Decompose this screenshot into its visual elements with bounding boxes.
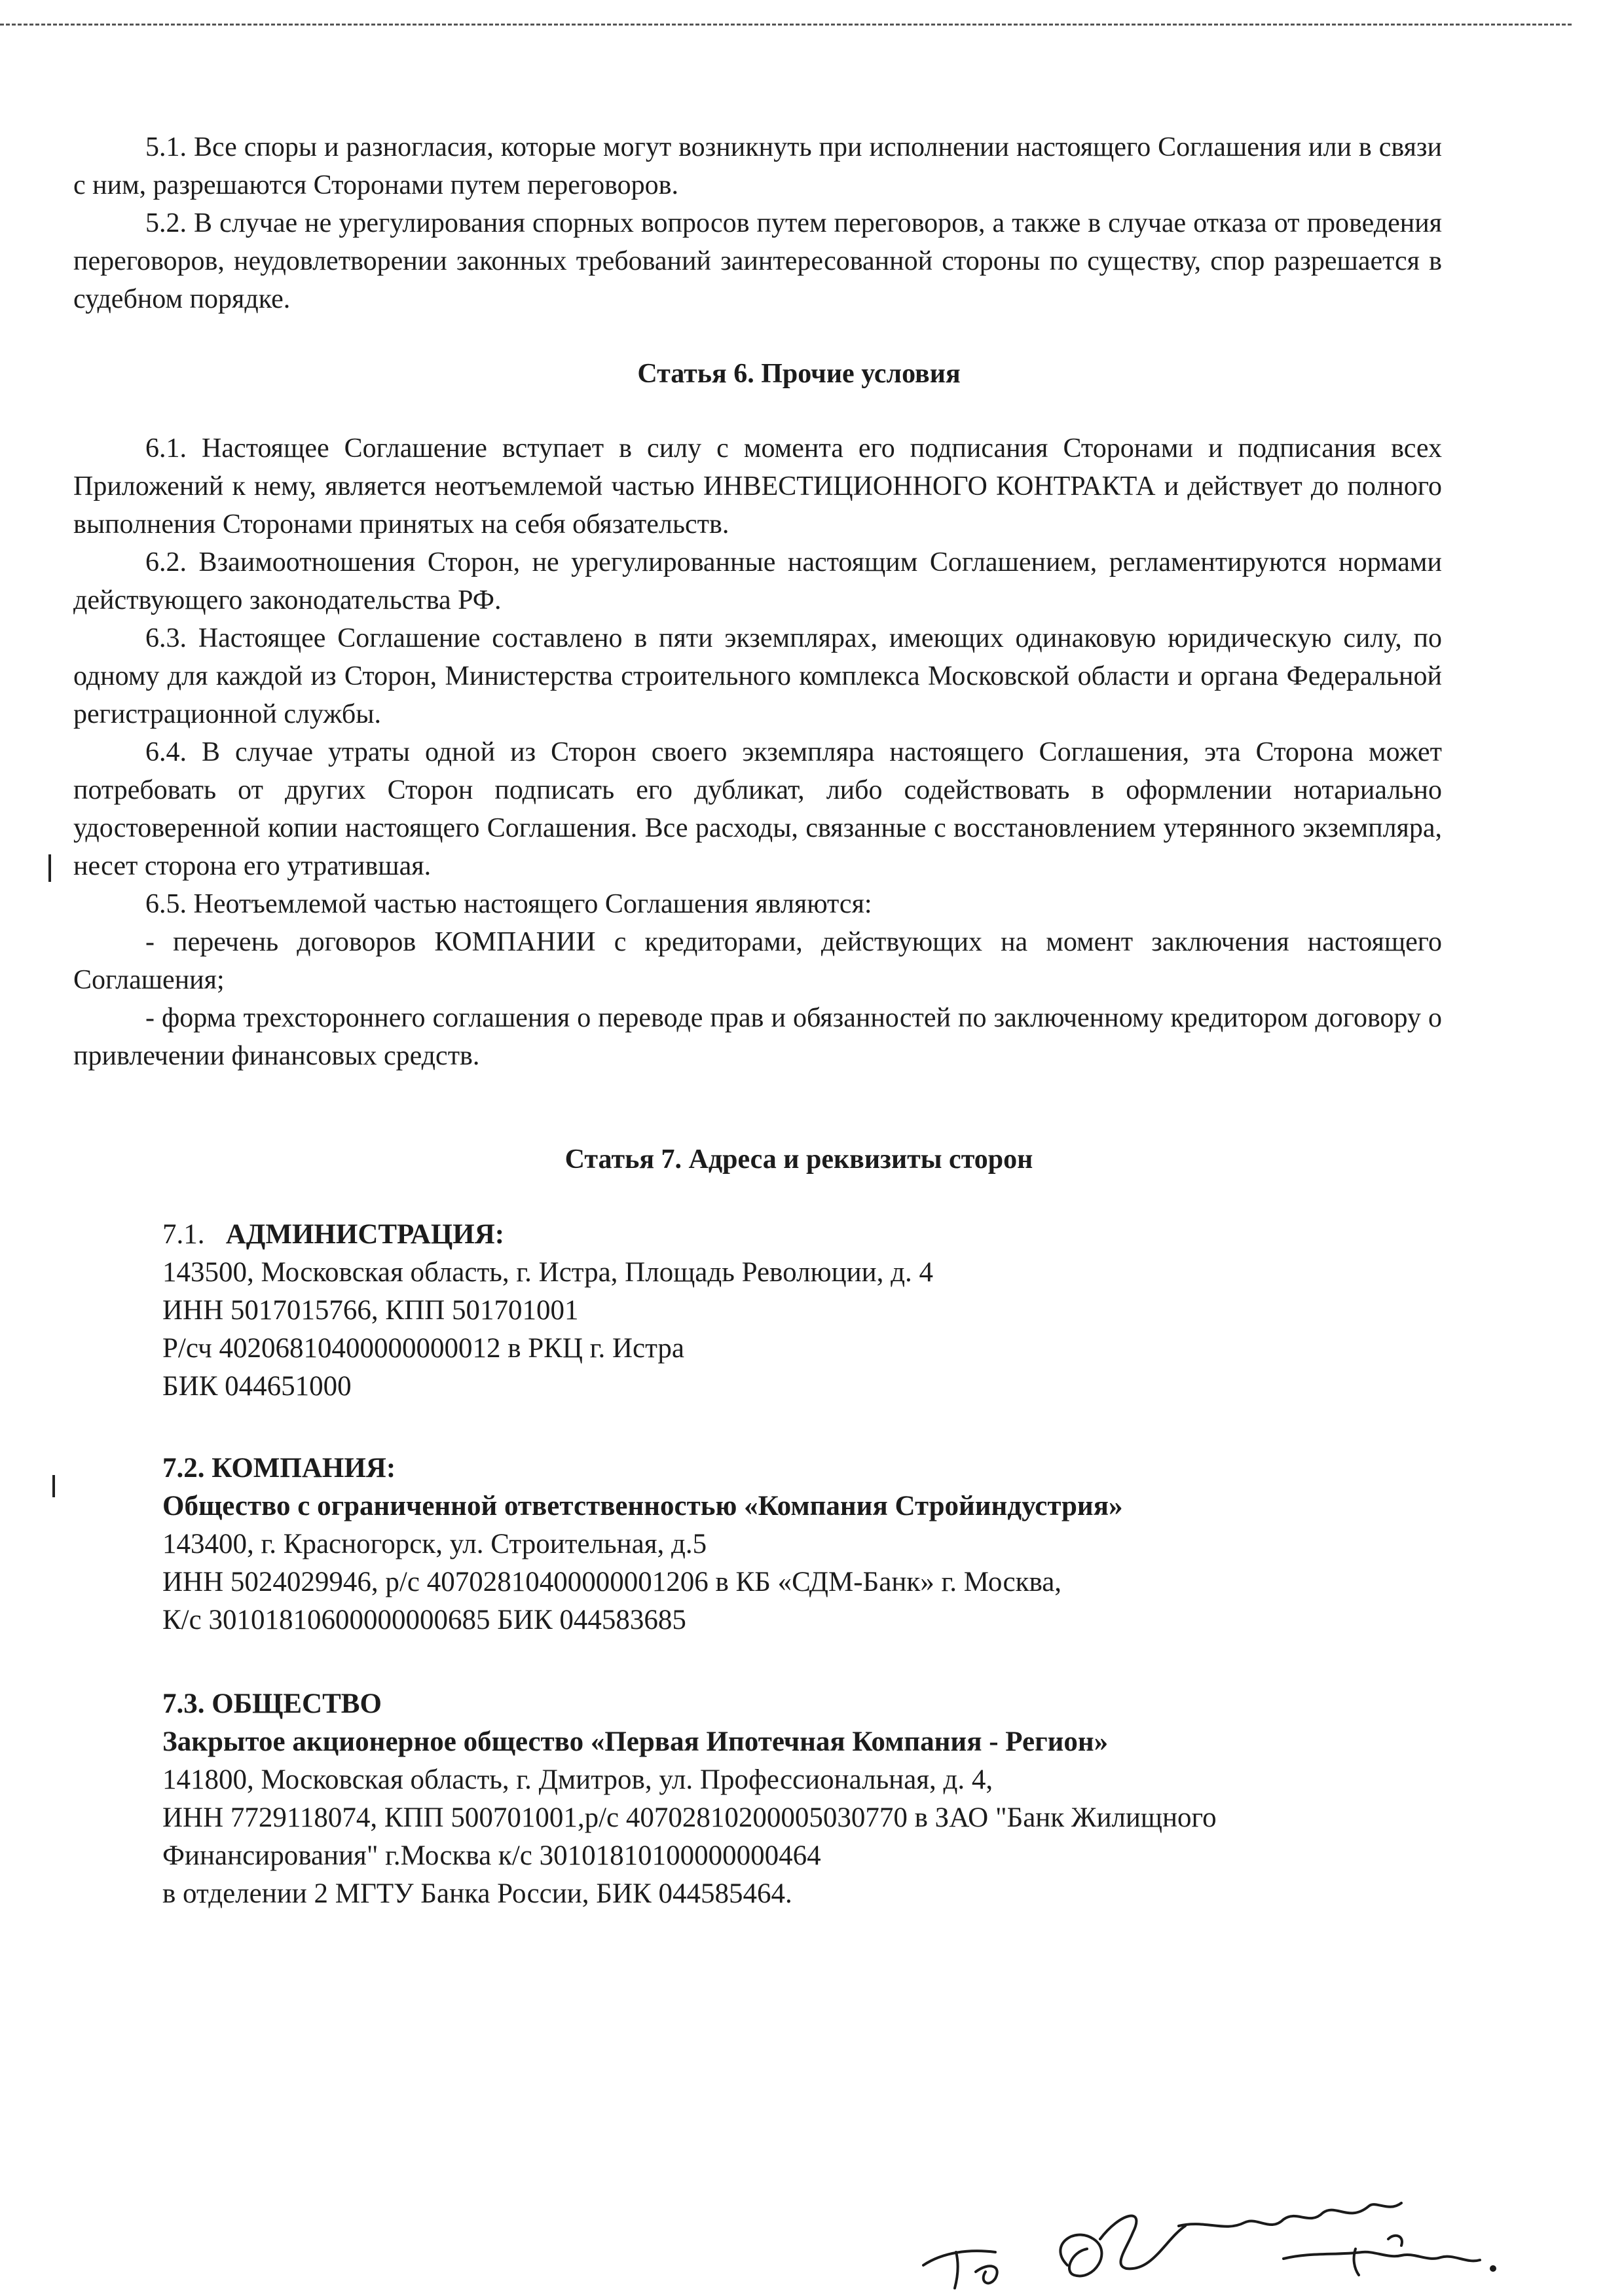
- margin-mark: [52, 1475, 55, 1497]
- bank-details-line: ИНН 5024029946, р/с 40702810400000001206 в КБ «СДМ-Банк» г. Москва,: [162, 1567, 1062, 1597]
- article-6-title: Статья 6. Прочие условия: [637, 359, 961, 389]
- handwritten-signature: [917, 2187, 1506, 2291]
- organization-name: Общество с ограниченной ответственностью «Компания Стройиндустрия»: [162, 1491, 1123, 1522]
- paragraph-6-3: 6.3. Настоящее Соглашение составлено в пяти экземплярах, имеющих одинаковую юридическую силу, по одному для каждой из Сторон, Министерства строительного комплекса Московской области и органа Федеральной регистрационной службы.: [73, 623, 1442, 729]
- address-line: 141800, Московская область, г. Дмитров, ул. Профессиональная, д. 4,: [162, 1764, 993, 1795]
- article-6-text: [73, 429, 1442, 1075]
- organization-name: Закрытое акционерное общество «Первая Ипотечная Компания - Регион»: [162, 1726, 1109, 1757]
- party-company: [162, 1449, 1439, 1639]
- paragraph-6-list-2: - форма трехстороннего соглашения о переводе прав и обязанностей по заключенному кредитором договору о привлечении финансовых средств.: [73, 1003, 1442, 1071]
- article-5-text: [73, 128, 1442, 318]
- bank-details-line: ИНН 7729118074, КПП 500701001,р/с 40702810200005030770 в ЗАО "Банк Жилищного: [162, 1802, 1217, 1833]
- paragraph-6-4: 6.4. В случае утраты одной из Сторон своего экземпляра настоящего Соглашения, эта Сторона может потребовать от других Сторон подписать его дубликат, либо содействовать в оформлении нотариально удостоверенной копии настоящего Соглашения. Все расходы, связанные с восстановлением утерянного экземпляра, несет сторона его утратившая.: [73, 737, 1442, 881]
- section-number: 7.1.: [162, 1219, 205, 1250]
- paragraph-6-2: 6.2. Взаимоотношения Сторон, не урегулированные настоящим Соглашением, регламентируются нормами действующего законодательства РФ.: [73, 547, 1442, 615]
- bik-line: в отделении 2 МГТУ Банка России, БИК 044585464.: [162, 1878, 792, 1909]
- address-line: 143500, Московская область, г. Истра, Площадь Революции, д. 4: [162, 1257, 933, 1288]
- party-heading: [162, 1216, 1439, 1254]
- party-heading: 7.2. КОМПАНИЯ:: [162, 1453, 396, 1484]
- account-line: Р/сч 40206810400000000012 в РКЦ г. Истра: [162, 1333, 684, 1364]
- bik-line: БИК 044651000: [162, 1371, 352, 1402]
- party-administration: [162, 1216, 1439, 1406]
- tax-id-line: ИНН 5017015766, КПП 501701001: [162, 1295, 579, 1326]
- paragraph-6-list-1: - перечень договоров КОМПАНИИ с кредиторами, действующих на момент заключения настоящего Соглашения;: [73, 927, 1442, 995]
- party-name: АДМИНИСТРАЦИЯ:: [225, 1219, 505, 1250]
- article-7-title: Статья 7. Адреса и реквизиты сторон: [564, 1144, 1033, 1175]
- address-line: 143400, г. Красногорск, ул. Строительная, д.5: [162, 1529, 707, 1559]
- party-society: [162, 1685, 1439, 1913]
- correspondent-account-line: К/с 30101810600000000685 БИК 044583685: [162, 1605, 686, 1635]
- margin-mark: [48, 854, 51, 882]
- paragraph-6-1: 6.1. Настоящее Соглашение вступает в силу с момента его подписания Сторонами и подписания всех Приложений к нему, является неотъемлемой частью ИНВЕСТИЦИОННОГО КОНТРАКТА и действует до полного выполнения Сторонами принятых на себя обязательств.: [73, 433, 1442, 539]
- paragraph-6-5: 6.5. Неотъемлемой частью настоящего Соглашения являются:: [145, 889, 872, 919]
- paragraph-5-1: 5.1. Все споры и разногласия, которые могут возникнуть при исполнении настоящего Соглашения или в связи с ним, разрешаются Сторонами путем переговоров.: [73, 132, 1442, 200]
- paragraph-5-2: 5.2. В случае не урегулирования спорных вопросов путем переговоров, а также в случае отказа от проведения переговоров, неудовлетворении законных требований заинтересованной стороны по существу, спор разрешается в судебном порядке.: [73, 208, 1442, 314]
- bank-details-line-cont: Финансирования" г.Москва к/с 30101810100000000464: [162, 1840, 821, 1871]
- party-heading: 7.3. ОБЩЕСТВО: [162, 1688, 382, 1719]
- scan-top-border: [0, 24, 1572, 26]
